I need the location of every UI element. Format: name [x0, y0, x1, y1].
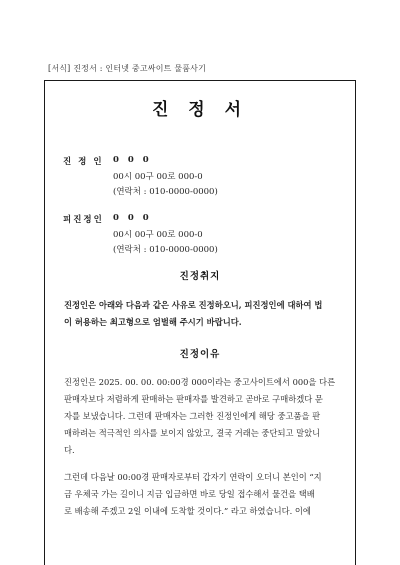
respondent-label: 피진정인 — [63, 215, 104, 225]
petitioner-contact: (연락처 : 010-0000-0000) — [113, 187, 218, 197]
purpose-line: 이 허용하는 최고형으로 엄벌해 주시기 바랍니다. — [64, 317, 242, 327]
reason-line: 다. — [64, 445, 75, 455]
petitioner-address: 00시 00구 00로 000-0 — [113, 172, 203, 182]
reason-line: 진정인은 2025. 00. 00. 00:00경 000이라는 중고사이트에서 000을 다른 — [64, 377, 336, 387]
form-caption: [서식] 진정서 : 인터넷 중고싸이트 물품사기 — [48, 64, 207, 73]
petitioner-label: 진 정 인 — [63, 157, 104, 167]
reason-line: 자를 보냈습니다. 그런데 판매자는 그러한 진정인에게 해당 중고품을 판 — [64, 411, 321, 421]
respondent-contact: (연락처 : 010-0000-0000) — [113, 245, 218, 255]
reason-heading: 진정이유 — [179, 349, 221, 360]
reason-line: 금 우체국 가는 길이니 지금 입금하면 바로 당일 접수해서 물건을 택배 — [64, 489, 315, 499]
document-title: 진 정 서 — [151, 100, 249, 120]
purpose-line: 진정인은 아래와 다음과 같은 사유로 진정하오니, 피진정인에 대하여 법 — [64, 300, 323, 310]
reason-line: 로 배송해 주겠고 2일 이내에 도착할 것이다.” 라고 하였습니다. 이에 — [64, 506, 311, 516]
purpose-heading: 진정취지 — [179, 271, 221, 282]
reason-line: 그런데 다음날 00:00경 판매자로부터 갑자기 연락이 오더니 본인이 “지 — [64, 472, 322, 482]
petitioner-name: 0 0 0 — [113, 155, 152, 165]
reason-line: 매하려는 적극적인 의사를 보이지 않았고, 결국 거래는 중단되고 말았니 — [64, 428, 321, 438]
reason-line: 판매자보다 저렴하게 판매하는 판매자를 발견하고 곧바로 구매하겠다 문 — [64, 394, 323, 404]
respondent-name: 0 0 0 — [113, 213, 152, 223]
respondent-address: 00시 00구 00로 000-0 — [113, 230, 203, 240]
